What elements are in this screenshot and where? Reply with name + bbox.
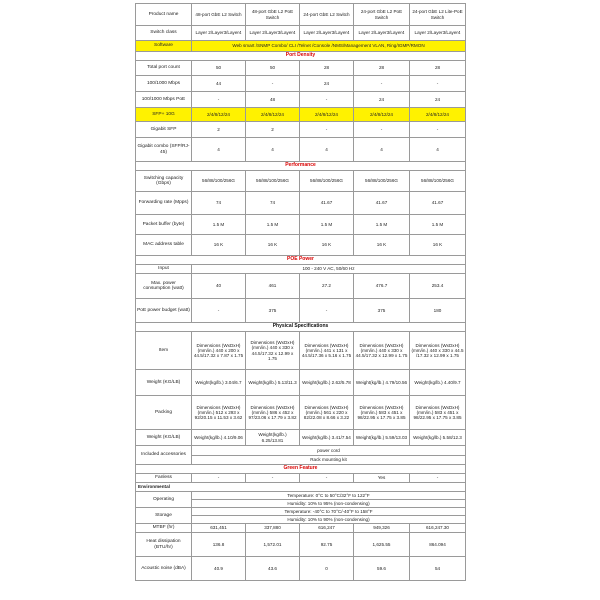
cell: 74 bbox=[192, 192, 246, 215]
product-3: 24-port GbE L2 Switch bbox=[300, 4, 354, 26]
section-green bbox=[136, 465, 466, 474]
section-port-density bbox=[136, 52, 466, 61]
label-mtbf: MTBF (hr) bbox=[136, 524, 192, 533]
label-input: Input bbox=[136, 265, 192, 274]
label-heat-dissipation: Heat dissipation (BTU/hr) bbox=[136, 533, 192, 557]
row-mac-table bbox=[136, 235, 466, 256]
label-software: Software bbox=[136, 41, 192, 52]
label-packing: Packing bbox=[136, 396, 192, 430]
section-title: Physical Specifications bbox=[136, 323, 466, 332]
cell: - bbox=[410, 122, 466, 138]
section-title: Port Density bbox=[136, 52, 466, 61]
cell: 136.8 bbox=[192, 533, 246, 557]
label-item: Item bbox=[136, 332, 192, 370]
row-switching-capacity bbox=[136, 171, 466, 192]
cell: 24 bbox=[300, 76, 354, 92]
cell: Weight(kg/lb.) 2.62/5.78 bbox=[300, 370, 354, 396]
cell: 27.2 bbox=[300, 274, 354, 299]
row-mtbf bbox=[136, 524, 466, 533]
cell: 16 K bbox=[300, 235, 354, 256]
cell: - bbox=[410, 474, 466, 483]
cell: 180 bbox=[410, 299, 466, 323]
label-storage: Storage bbox=[136, 508, 192, 524]
label-weight: Weight (KG/LB) bbox=[136, 370, 192, 396]
label-mac-table: MAC address table bbox=[136, 235, 192, 256]
cell: 4 bbox=[300, 138, 354, 162]
accessories-power-cord: power cord bbox=[192, 446, 466, 456]
label-operating: Operating bbox=[136, 492, 192, 508]
cell: 949,326 bbox=[354, 524, 410, 533]
cell: 16 K bbox=[354, 235, 410, 256]
cell: 43.6 bbox=[246, 557, 300, 581]
switch-class-3: Layer 2/Layer3/Layer4 bbox=[300, 26, 354, 41]
cell: 41.67 bbox=[410, 192, 466, 215]
label-accessories: Included accessories bbox=[136, 446, 192, 465]
row-acoustic-noise bbox=[136, 557, 466, 581]
storage-temperature: Temperature: -40°C to 70°C/-40°F to 158°F bbox=[192, 508, 466, 516]
cell: Dimensions (WxDxH)(mm/in.) 440 x 200 x 44.5/17.32 x 7.87 x 1.75 bbox=[192, 332, 246, 370]
cell: 631,451 bbox=[192, 524, 246, 533]
cell: 1,625.55 bbox=[354, 533, 410, 557]
switch-class-1: Layer 2/Layer3/Layer4 bbox=[192, 26, 246, 41]
cell: 1.5 M bbox=[354, 215, 410, 235]
cell: 864.094 bbox=[410, 533, 466, 557]
cell: Weight(kg/lb.) 3.41/7.54 bbox=[300, 430, 354, 446]
section-performance bbox=[136, 162, 466, 171]
label-fanless: Fanless bbox=[136, 474, 192, 483]
row-input bbox=[136, 265, 466, 274]
section-physical bbox=[136, 323, 466, 332]
label-forwarding-rate: Forwarding rate (Mpps) bbox=[136, 192, 192, 215]
label-total-ports: Total port count bbox=[136, 61, 192, 76]
cell: 56/88/100/256G bbox=[246, 171, 300, 192]
cell: 56/88/100/256G bbox=[300, 171, 354, 192]
cell: 616,247.30 bbox=[410, 524, 466, 533]
cell: 1.5 M bbox=[192, 215, 246, 235]
row-product-name bbox=[136, 4, 466, 26]
cell: 50 bbox=[192, 61, 246, 76]
row-switch-class bbox=[136, 26, 466, 41]
cell: - bbox=[300, 92, 354, 108]
label-sfp-10g: SFP+ 10G bbox=[136, 108, 192, 122]
row-total-ports bbox=[136, 61, 466, 76]
cell: Weight(kg/lb.) 4.10/9.06 bbox=[192, 430, 246, 446]
cell: 2 bbox=[246, 122, 300, 138]
cell: 54 bbox=[410, 557, 466, 581]
cell: 28 bbox=[410, 61, 466, 76]
cell: - bbox=[410, 76, 466, 92]
switch-class-5: Layer 2/Layer3/Layer4 bbox=[410, 26, 466, 41]
cell: Weight(kg/lb.) 6.25/13.81 bbox=[246, 430, 300, 446]
cell: Weight(kg/lb.) 3.04/6.7 bbox=[192, 370, 246, 396]
row-fanless bbox=[136, 474, 466, 483]
operating-humidity: Humidity: 10% to 95% (non-condensing) bbox=[192, 500, 466, 508]
cell: 74 bbox=[246, 192, 300, 215]
cell: - bbox=[354, 76, 410, 92]
label-gigabit-sfp: Gigabit SFP bbox=[136, 122, 192, 138]
product-1: 48-port GbE L2 Switch bbox=[192, 4, 246, 26]
cell: 24 bbox=[410, 92, 466, 108]
cell: - bbox=[246, 474, 300, 483]
input-value: 100 - 240 V AC, 50/60 Hz bbox=[192, 265, 466, 274]
cell: - bbox=[246, 76, 300, 92]
cell: 2/4/8/12/24 bbox=[246, 108, 300, 122]
cell: - bbox=[300, 299, 354, 323]
operating-temperature: Temperature: 0°C to 50°C/32°F to 122°F bbox=[192, 492, 466, 500]
cell: 4 bbox=[192, 138, 246, 162]
section-title: Performance bbox=[136, 162, 466, 171]
cell: Weight(kg/lb.) 5.58/12.3 bbox=[410, 430, 466, 446]
label-poe-budget: PoE power budget (watt) bbox=[136, 299, 192, 323]
section-title: Green Feature bbox=[136, 465, 466, 474]
section-environmental bbox=[136, 483, 466, 492]
cell: 59.6 bbox=[354, 557, 410, 581]
cell: 16 K bbox=[246, 235, 300, 256]
row-packing bbox=[136, 396, 466, 430]
cell: 2/4/8/12/24 bbox=[354, 108, 410, 122]
product-4: 24-port GbE L2 PoE Switch bbox=[354, 4, 410, 26]
cell: 1,572.01 bbox=[246, 533, 300, 557]
switch-class-2: Layer 2/Layer3/Layer4 bbox=[246, 26, 300, 41]
label-product-name: Product name bbox=[136, 4, 192, 26]
cell: 0 bbox=[300, 557, 354, 581]
row-operating-1 bbox=[136, 492, 466, 500]
cell: Weight(kg/lb.) 4.40/9.7 bbox=[410, 370, 466, 396]
section-poe-power bbox=[136, 256, 466, 265]
row-forwarding-rate bbox=[136, 192, 466, 215]
row-accessories-1 bbox=[136, 446, 466, 456]
cell: 1.5 M bbox=[300, 215, 354, 235]
cell: - bbox=[192, 474, 246, 483]
accessories-rack-kit: Rack mounting kit bbox=[192, 456, 466, 465]
cell: 253.4 bbox=[410, 274, 466, 299]
cell: 375 bbox=[354, 299, 410, 323]
cell: 28 bbox=[354, 61, 410, 76]
cell: 50 bbox=[246, 61, 300, 76]
cell: 2/4/8/12/24 bbox=[192, 108, 246, 122]
row-software bbox=[136, 41, 466, 52]
cell: 375 bbox=[246, 299, 300, 323]
cell: - bbox=[354, 122, 410, 138]
cell: 1.5 M bbox=[410, 215, 466, 235]
label-switching-capacity: Switching capacity (Gbps) bbox=[136, 171, 192, 192]
row-sfp-10g bbox=[136, 108, 466, 122]
cell: 461 bbox=[246, 274, 300, 299]
cell: 16 K bbox=[192, 235, 246, 256]
section-title: Environmental bbox=[136, 483, 466, 492]
cell: 40 bbox=[192, 274, 246, 299]
cell: 16 K bbox=[410, 235, 466, 256]
cell: 4 bbox=[410, 138, 466, 162]
label-poe-ports: 100/1000 Mbps PoE bbox=[136, 92, 192, 108]
cell: Dimensions (WxDxH)(mm/in.) 583 x 451 x 98/22.95 x 17.75 x 3.85 bbox=[354, 396, 410, 430]
product-5: 24-port GbE L2 Lite-PoE Switch bbox=[410, 4, 466, 26]
cell: 41.67 bbox=[354, 192, 410, 215]
row-max-power bbox=[136, 274, 466, 299]
row-100-1000 bbox=[136, 76, 466, 92]
cell: 44 bbox=[192, 76, 246, 92]
cell: - bbox=[300, 122, 354, 138]
cell: Dimensions (WxDxH)(mm/in.) 586 x 452 x 97/23.06 x 17.79 x 3.82 bbox=[246, 396, 300, 430]
cell: 4 bbox=[246, 138, 300, 162]
cell: 4 bbox=[354, 138, 410, 162]
cell: Weight(kg/lb.) 5.13/11.3 bbox=[246, 370, 300, 396]
cell: 476.7 bbox=[354, 274, 410, 299]
row-weight-2 bbox=[136, 430, 466, 446]
cell: - bbox=[192, 92, 246, 108]
cell: 28 bbox=[300, 61, 354, 76]
cell: 24 bbox=[354, 92, 410, 108]
cell: 2/4/8/12/24 bbox=[300, 108, 354, 122]
cell: 56/88/100/256G bbox=[410, 171, 466, 192]
cell: 337,880 bbox=[246, 524, 300, 533]
cell: - bbox=[300, 474, 354, 483]
cell: Dimensions (WxDxH)(mm/in.) 583 x 451 x 98/22.95 x 17.75 x 3.85 bbox=[410, 396, 466, 430]
cell: 40.9 bbox=[192, 557, 246, 581]
label-packet-buffer: Packet buffer (byte) bbox=[136, 215, 192, 235]
cell: 48 bbox=[246, 92, 300, 108]
cell: Weight(kg/lb.) 4.79/10.56 bbox=[354, 370, 410, 396]
cell: 2/4/8/12/24 bbox=[410, 108, 466, 122]
row-packet-buffer bbox=[136, 215, 466, 235]
label-switch-class: Switch class bbox=[136, 26, 192, 41]
row-gigabit-sfp bbox=[136, 122, 466, 138]
section-title: POE Power bbox=[136, 256, 466, 265]
cell: Dimensions (WxDxH)(mm/in.) 512 x 293 x 92/20.15 x 11.53 x 3.62 bbox=[192, 396, 246, 430]
cell: 92.75 bbox=[300, 533, 354, 557]
label-acoustic-noise: Acoustic noise (dBA) bbox=[136, 557, 192, 581]
cell: Dimensions (WxDxH)(mm/in.) 440 x 330 x 44.5/17.32 x 12.99 x 1.75 bbox=[246, 332, 300, 370]
row-heat-dissipation bbox=[136, 533, 466, 557]
label-weight-2: Weight (KG/LB) bbox=[136, 430, 192, 446]
cell: 41.67 bbox=[300, 192, 354, 215]
cell: Dimensions (WxDxH)(mm/in.) 440 x 330 x 44.5/17.32 x 12.99 x 1.75 bbox=[354, 332, 410, 370]
cell: 56/88/100/256G bbox=[192, 171, 246, 192]
label-100-1000: 100/1000 Mbps bbox=[136, 76, 192, 92]
switch-class-4: Layer 2/Layer3/Layer4 bbox=[354, 26, 410, 41]
cell: - bbox=[192, 299, 246, 323]
storage-humidity: Humidity: 10% to 90% (non-condensing) bbox=[192, 516, 466, 524]
cell: Yes bbox=[354, 474, 410, 483]
cell: Weight(kg/lb.) 5.59/13.03 bbox=[354, 430, 410, 446]
cell: 56/88/100/256G bbox=[354, 171, 410, 192]
row-poe-ports bbox=[136, 92, 466, 108]
cell: Dimensions (WxDxH)(mm/in.) 440 x 330 x 44.5 /17.32 x 12.99 x 1.75 bbox=[410, 332, 466, 370]
row-weight bbox=[136, 370, 466, 396]
cell: 616,247 bbox=[300, 524, 354, 533]
software-value: Web smart /SNMP Combo/ CLI /Telnet /Console /NMS/Management VLAN, Ring/IGMP/RMON bbox=[192, 41, 466, 52]
row-item bbox=[136, 332, 466, 370]
row-storage-1 bbox=[136, 508, 466, 516]
label-gigabit-combo: Gigabit combo (SFP/RJ-45) bbox=[136, 138, 192, 162]
product-2: 48-port GbE L2 PoE Switch bbox=[246, 4, 300, 26]
cell: 2 bbox=[192, 122, 246, 138]
cell: 1.5 M bbox=[246, 215, 300, 235]
label-max-power: Max. power consumption (watt) bbox=[136, 274, 192, 299]
cell: Dimensions (WxDxH)(mm/in.) 561 x 220 x 82/22.08 x 8.66 x 3.22 bbox=[300, 396, 354, 430]
row-gigabit-combo bbox=[136, 138, 466, 162]
spec-table bbox=[135, 3, 466, 581]
row-poe-budget bbox=[136, 299, 466, 323]
cell: Dimensions (WxDxH)(mm/in.) 441 x 131 x 44.5/17.36 x 5.16 x 1.75 bbox=[300, 332, 354, 370]
